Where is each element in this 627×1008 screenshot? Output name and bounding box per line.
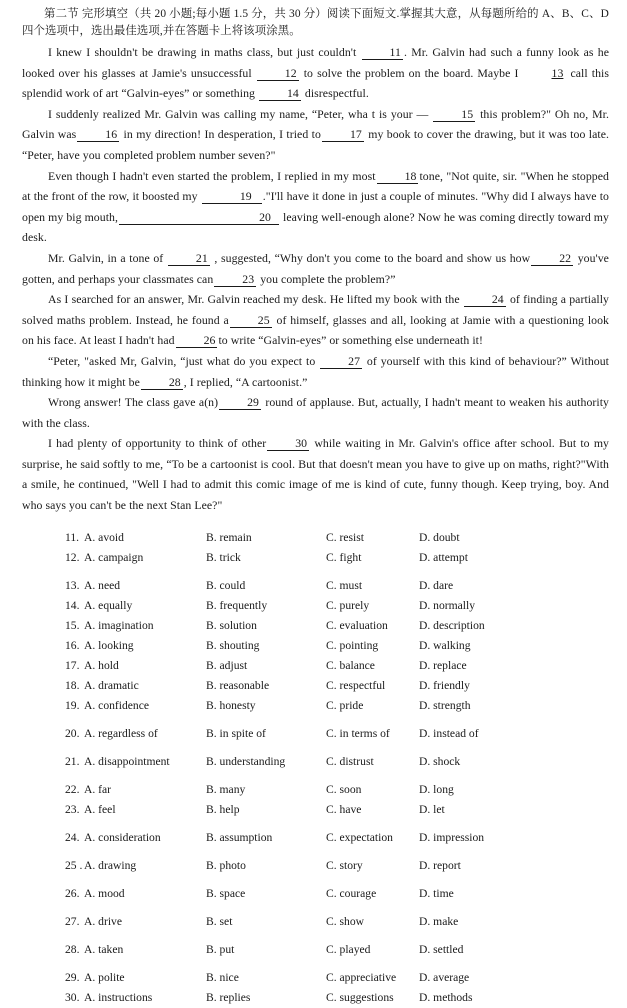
option-b[interactable]: B. replies: [206, 990, 251, 1004]
cloze-blank-25[interactable]: 25: [230, 313, 272, 328]
passage-text: As I searched for an answer, Mr. Galvin reached my desk. He lifted my book with the: [48, 292, 463, 307]
option-a[interactable]: A. need: [84, 578, 121, 592]
question-number: 25 .: [65, 858, 83, 872]
question-number: 23.: [65, 802, 80, 816]
question-number: 22.: [65, 782, 80, 796]
option-b[interactable]: B. could: [206, 578, 246, 592]
cloze-passage: [22, 42, 609, 516]
cloze-blank-22[interactable]: 22: [531, 251, 573, 266]
passage-text: call this splendid work of art “Galvin-eyes” or something: [22, 65, 609, 101]
passage-paragraph: [22, 289, 609, 351]
passage-paragraph: [22, 392, 609, 433]
passage-text: I knew I shouldn't be drawing in maths class, but just couldn't: [48, 45, 361, 59]
option-d[interactable]: D. report: [419, 858, 461, 872]
passage-text: you complete the problem?”: [257, 271, 396, 286]
passage-text: disrespectful.: [301, 86, 369, 101]
option-a[interactable]: A. disappointment: [84, 754, 170, 768]
cloze-blank-28[interactable]: 28: [141, 375, 183, 390]
option-b[interactable]: B. reasonable: [206, 678, 270, 692]
option-c[interactable]: C. suggestions: [326, 990, 394, 1004]
cloze-blank-12[interactable]: 12: [257, 66, 299, 81]
option-a[interactable]: A. polite: [84, 970, 125, 984]
passage-text: of himself, glasses and all, looking at Jamie with a questioning look on his face. At least I hadn't had: [22, 312, 609, 348]
option-b[interactable]: B. photo: [206, 858, 246, 872]
option-b[interactable]: B. remain: [206, 530, 252, 544]
option-d[interactable]: D. friendly: [419, 678, 470, 692]
option-a[interactable]: A. drawing: [84, 858, 137, 872]
passage-text: Even though I hadn't even started the problem, I replied in my most: [48, 168, 376, 183]
option-c[interactable]: C. played: [326, 942, 371, 956]
question-row: [22, 676, 609, 696]
question-row: [22, 856, 609, 876]
option-c[interactable]: C. pride: [326, 698, 364, 712]
option-b[interactable]: B. space: [206, 886, 246, 900]
question-row: [22, 988, 609, 1008]
question-row: [22, 968, 609, 988]
question-number: 29.: [65, 970, 80, 984]
question-row: [22, 596, 609, 616]
option-c[interactable]: C. balance: [326, 658, 375, 672]
option-a[interactable]: A. instructions: [84, 990, 153, 1004]
question-row: [22, 780, 609, 800]
question-row: [22, 940, 609, 960]
option-c[interactable]: C. appreciative: [326, 970, 397, 984]
option-d[interactable]: D. settled: [419, 942, 464, 956]
question-row: [22, 636, 609, 656]
question-number: 16.: [65, 638, 80, 652]
passage-paragraph: [22, 248, 609, 289]
option-d[interactable]: D. let: [419, 802, 445, 816]
question-number: 15.: [65, 618, 80, 632]
option-c[interactable]: C. have: [326, 802, 362, 816]
option-d[interactable]: D. shock: [419, 754, 461, 768]
cloze-blank-23[interactable]: 23: [214, 272, 256, 287]
option-d[interactable]: D. walking: [419, 638, 471, 652]
question-row: [22, 800, 609, 820]
passage-text: Wrong answer! The class gave a(n): [48, 395, 219, 410]
option-b[interactable]: B. understanding: [206, 754, 286, 768]
passage-text: to solve the problem on the board. Maybe I: [299, 65, 523, 80]
cloze-blank-26[interactable]: 26: [176, 333, 218, 348]
question-row: [22, 912, 609, 932]
option-d[interactable]: D. instead of: [419, 726, 479, 740]
option-c[interactable]: C. evaluation: [326, 618, 388, 632]
passage-text: leaving well-enough alone? Now he was coming directly toward my desk.: [22, 209, 609, 245]
question-row: [22, 548, 609, 568]
section-header: 第二节 完形填空（共 20 小题;每小题 1.5 分，共 30 分）阅读下面短文.掌握其大意，从每题所给的 A、B、C、D 四个选项中，选出最佳选项,并在答题卡上将该项涂黑。: [22, 8, 609, 37]
option-c[interactable]: C. pointing: [326, 638, 379, 652]
passage-paragraph: [22, 104, 609, 166]
cloze-blank-14[interactable]: 14: [259, 86, 301, 101]
question-row: [22, 828, 609, 848]
option-c[interactable]: C. soon: [326, 782, 362, 796]
cloze-blank-19[interactable]: 19: [202, 189, 262, 204]
option-c[interactable]: C. distrust: [326, 754, 374, 768]
cloze-blank-13[interactable]: 13: [551, 65, 564, 80]
cloze-blank-17[interactable]: 17: [322, 127, 364, 142]
option-d[interactable]: D. methods: [419, 990, 473, 1004]
option-b[interactable]: B. set: [206, 914, 233, 928]
cloze-blank-24[interactable]: 24: [464, 292, 506, 307]
option-b[interactable]: B. assumption: [206, 830, 273, 844]
passage-text: to write “Galvin-eyes” or something else underneath it!: [218, 333, 483, 348]
cloze-blank-16[interactable]: 16: [77, 127, 119, 142]
option-b[interactable]: B. solution: [206, 618, 257, 632]
option-b[interactable]: B. in spite of: [206, 726, 266, 740]
option-b[interactable]: B. put: [206, 942, 235, 956]
option-a[interactable]: A. dramatic: [84, 678, 139, 692]
option-b[interactable]: B. nice: [206, 970, 239, 984]
option-a[interactable]: A. far: [84, 782, 112, 796]
option-d[interactable]: D. description: [419, 618, 485, 632]
question-number: 13.: [65, 578, 80, 592]
option-b[interactable]: B. frequently: [206, 598, 268, 612]
passage-text: tone, "Not quite, sir. "When he stopped at the front of the row, it boosted my: [22, 168, 609, 204]
question-row: [22, 696, 609, 716]
question-number: 28.: [65, 942, 80, 956]
question-number: 11.: [65, 530, 80, 544]
passage-text: “Peter, "asked Mr, Galvin, “just what do you expect to: [48, 353, 320, 368]
option-d[interactable]: D. long: [419, 782, 454, 796]
cloze-blank-27[interactable]: 27: [320, 354, 362, 369]
option-b[interactable]: B. shouting: [206, 638, 260, 652]
option-d[interactable]: D. dare: [419, 578, 454, 592]
question-number: 21.: [65, 754, 80, 768]
question-row: [22, 656, 609, 676]
option-d[interactable]: D. attempt: [419, 550, 468, 564]
question-row: [22, 752, 609, 772]
passage-text: you've gotten, and perhaps your classmates can: [22, 250, 609, 286]
passage-paragraph: [22, 351, 609, 392]
cloze-blank-30[interactable]: 30: [267, 436, 309, 451]
question-number: 20.: [65, 726, 80, 740]
cloze-blank-15[interactable]: 15: [433, 107, 475, 122]
option-d[interactable]: D. impression: [419, 830, 485, 844]
passage-text: my book to cover the drawing, but it was too late. “Peter, have you completed problem number seven?": [22, 127, 610, 162]
passage-text: ."I'll have it done in just a couple of minutes. "Why did I always have to open my big mouth,: [22, 189, 609, 224]
option-d[interactable]: D. normally: [419, 598, 476, 612]
option-d[interactable]: D. time: [419, 886, 454, 900]
question-number: 12.: [65, 550, 80, 564]
option-a[interactable]: A. campaign: [84, 550, 144, 564]
option-c[interactable]: C. fight: [326, 550, 362, 564]
option-a[interactable]: A. imagination: [84, 618, 154, 632]
passage-text: round of applause. But, actually, I hadn't meant to weaken his authority with the class.: [22, 395, 609, 430]
option-c[interactable]: C. show: [326, 914, 365, 928]
option-b[interactable]: B. honesty: [206, 698, 256, 712]
question-row: [22, 576, 609, 596]
option-c[interactable]: C. must: [326, 578, 363, 592]
passage-text: in my direction! In desperation, I tried to: [120, 127, 321, 142]
option-b[interactable]: B. adjust: [206, 658, 248, 672]
passage-text: I had plenty of opportunity to think of other: [48, 436, 267, 451]
option-a[interactable]: A. feel: [84, 802, 116, 816]
option-c[interactable]: C. story: [326, 858, 363, 872]
passage-text: Mr. Galvin, in a tone of: [48, 250, 167, 265]
question-row: [22, 884, 609, 904]
passage-text: of yourself with this kind of behaviour?” Without thinking how it might be: [22, 353, 610, 389]
passage-paragraph: [22, 42, 609, 104]
passage-text: , I replied, “A cartoonist.”: [183, 374, 308, 389]
option-c[interactable]: C. in terms of: [326, 726, 390, 740]
question-number: 30.: [65, 990, 80, 1004]
question-row: [22, 528, 609, 548]
cloze-blank-21[interactable]: 21: [168, 251, 210, 266]
option-c[interactable]: C. respectful: [326, 678, 386, 692]
option-a[interactable]: A. taken: [84, 942, 124, 956]
option-b[interactable]: B. many: [206, 782, 246, 796]
cloze-blank-20[interactable]: 20: [119, 210, 279, 225]
passage-text: . Mr. Galvin had such a funny look as he looked over his glasses at Jamie's unsuccessful: [22, 45, 609, 80]
cloze-blank-29[interactable]: 29: [219, 395, 261, 410]
option-a[interactable]: A. confidence: [84, 698, 150, 712]
question-number: 27.: [65, 914, 80, 928]
cloze-blank-18[interactable]: 18: [377, 169, 419, 184]
question-number: 17.: [65, 658, 80, 672]
option-a[interactable]: A. equally: [84, 598, 133, 612]
option-a[interactable]: A. mood: [84, 886, 125, 900]
option-d[interactable]: D. doubt: [419, 530, 460, 544]
question-number: 18.: [65, 678, 80, 692]
option-c[interactable]: C. purely: [326, 598, 370, 612]
answer-options-list: [22, 528, 609, 1008]
option-c[interactable]: C. expectation: [326, 830, 393, 844]
passage-text: , suggested, “Why don't you come to the board and show us how: [210, 250, 531, 265]
passage-text: while waiting in Mr. Galvin's office after school. But to my surprise, he said softly to me, “To be a cartoonist is cool. But that doesn't mean you have to give up on maths, right?"With a smile, he continued, "Well I had to admit this comic image of me is kind of cute, funny though. Keep trying, boy. And who says you can't be the next Stan Lee?": [22, 436, 609, 513]
option-d[interactable]: D. average: [419, 970, 470, 984]
option-c[interactable]: C. resist: [326, 530, 365, 544]
question-row: [22, 616, 609, 636]
question-row: [22, 724, 609, 744]
option-a[interactable]: A. looking: [84, 638, 134, 652]
option-d[interactable]: D. make: [419, 914, 459, 928]
option-b[interactable]: B. trick: [206, 550, 241, 564]
question-number: 19.: [65, 698, 80, 712]
option-d[interactable]: D. replace: [419, 658, 467, 672]
option-a[interactable]: A. consideration: [84, 830, 161, 844]
cloze-blank-11[interactable]: 11: [362, 45, 403, 60]
question-number: 14.: [65, 598, 80, 612]
option-c[interactable]: C. courage: [326, 886, 377, 900]
passage-text: I suddenly realized Mr. Galvin was calling my name, “Peter, wha t is your —: [48, 106, 433, 121]
question-number: 24.: [65, 830, 80, 844]
option-d[interactable]: D. strength: [419, 698, 471, 712]
passage-text: of finding a partially solved maths problem. Instead, he found a: [22, 292, 609, 327]
question-number: 26.: [65, 886, 80, 900]
option-a[interactable]: A. hold: [84, 658, 119, 672]
option-b[interactable]: B. help: [206, 802, 240, 816]
option-a[interactable]: A. avoid: [84, 530, 124, 544]
passage-paragraph: [22, 166, 609, 248]
option-a[interactable]: A. drive: [84, 914, 122, 928]
option-a[interactable]: A. regardless of: [84, 726, 158, 740]
passage-text: this problem?" Oh no, Mr. Galvin was: [22, 106, 609, 142]
passage-paragraph: [22, 433, 609, 515]
